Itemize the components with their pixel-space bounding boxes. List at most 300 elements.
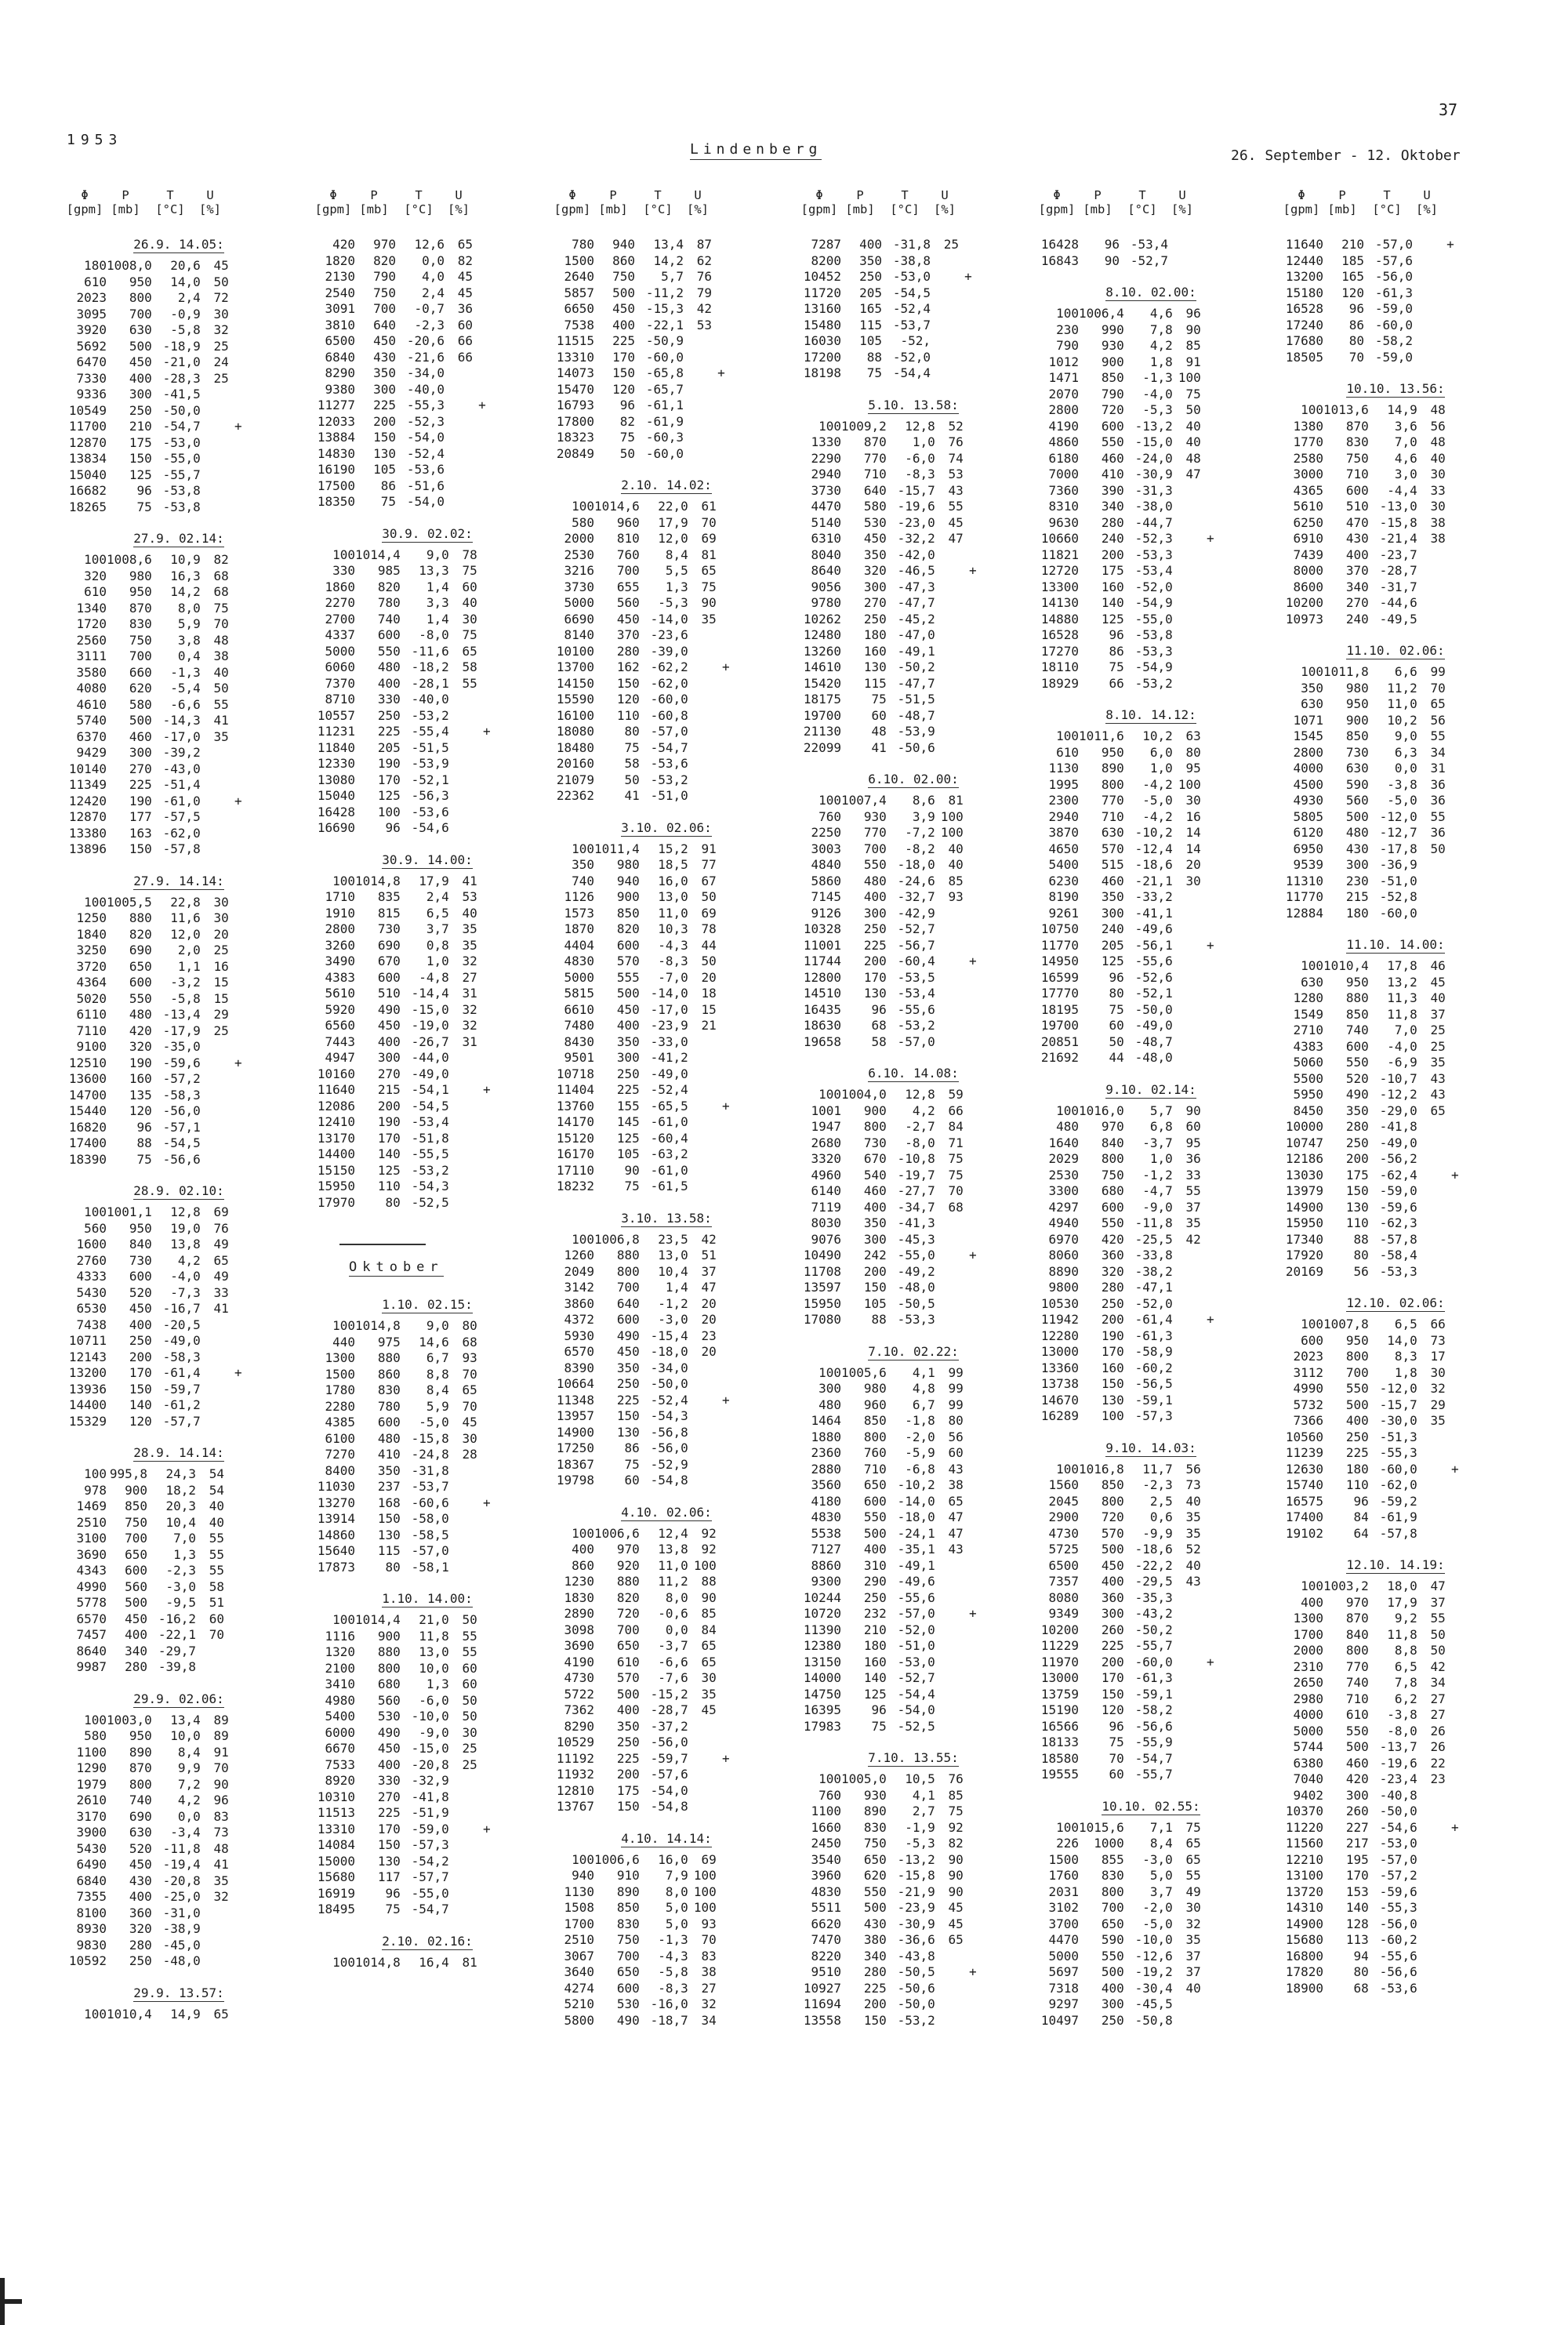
humidity-cell: 68 [213,568,229,583]
height-cell: 100 [332,547,355,562]
pressure-cell: 950 [129,1220,152,1236]
temperature-cell: -56,0 [650,1440,688,1455]
tropopause-mark [717,1328,735,1345]
tropopause-mark [477,563,496,579]
humidity-cell: 55 [948,499,964,514]
pressure-cell: 170 [612,349,635,365]
pressure-cell: 450 [612,301,635,316]
pressure-cell: 850 [1345,1006,1369,1022]
tropopause-mark [964,1445,982,1462]
tropopause-mark [1201,1264,1220,1281]
humidity-cell: 76 [948,434,964,449]
pressure-cell: 985 [377,563,401,578]
pressure-cell: 950 [1345,1332,1369,1348]
pressure-cell: 550 [863,1509,887,1524]
pressure-cell: 700 [616,1280,640,1295]
humidity-cell [688,659,717,676]
tropopause-mark [477,1195,496,1212]
table-row [310,253,492,270]
temperature-cell: -9,0 [1142,1199,1173,1215]
height-cell: 15950 [1285,1215,1323,1230]
pressure-cell: 700 [129,306,152,322]
table-row [1033,970,1220,986]
pressure-cell: 1014,8 [355,873,401,888]
humidity-cell [201,500,229,516]
temperature-cell: -59,1 [1134,1686,1173,1702]
table-row [796,1900,982,1916]
humidity-cell: 30 [1430,467,1446,481]
tropopause-mark [1201,547,1220,564]
table-row [549,1751,735,1767]
tropopause-mark [473,446,492,463]
humidity-cell: 70 [948,1183,964,1198]
table-row [796,1606,982,1622]
humidity-cell [1417,563,1446,579]
sounding-title: 2.10. 14.02: [621,478,712,492]
humidity-cell [1173,1606,1201,1622]
height-cell: 350 [1301,680,1323,696]
humidity-cell [931,365,959,382]
height-cell: 10490 [803,1248,841,1262]
height-cell: 6500 [325,333,355,348]
tropopause-mark [229,1841,248,1858]
temperature-cell: -55,3 [1379,1445,1417,1460]
tropopause-mark [959,318,978,334]
temperature-cell: -65,5 [650,1098,688,1113]
header-pct: U [%] [687,188,709,216]
pressure-cell: 600 [1345,1038,1369,1054]
pressure-cell: 96 [1353,1493,1369,1509]
pressure-cell: 150 [612,365,635,380]
pressure-cell: 500 [616,986,640,1001]
pressure-cell: 153 [1345,1884,1369,1899]
humidity-cell [1173,889,1201,906]
pressure-cell: 550 [1101,1948,1124,1964]
tropopause-mark [964,2013,982,2029]
tropopause-mark [1201,1868,1220,1884]
column-header [1281,188,1513,216]
temperature-cell: 9,2 [1394,1611,1417,1626]
pressure-cell: 500 [863,1900,887,1915]
tropopause-mark [1446,1430,1465,1446]
table-row [796,1638,982,1655]
height-cell: 14510 [803,986,841,1001]
pressure-cell: 800 [129,1776,152,1792]
humidity-cell [449,1789,477,1806]
height-cell: 5610 [325,986,355,1001]
temperature-cell: -4,3 [658,1948,688,1964]
humidity-cell [1173,1751,1201,1767]
temperature-cell: -4,8 [419,969,449,985]
sounding-title: 30.9. 14.00: [382,852,473,867]
humidity-cell: 32 [213,322,229,337]
pressure-cell: 260 [1345,1804,1369,1818]
tropopause-mark [717,1900,735,1916]
height-cell: 21130 [803,724,841,739]
temperature-cell: -15,7 [1379,1397,1417,1412]
height-cell: 16599 [1040,969,1079,985]
temperature-cell: 0,0 [422,252,445,268]
pressure-cell: 225 [616,1082,640,1097]
tropopause-mark [1201,1328,1220,1345]
height-cell: 8000 [1293,563,1323,578]
temperature-cell: -55,3 [406,398,445,412]
table-row [61,1809,248,1825]
table-row [1033,761,1220,777]
height-cell: 2049 [564,1263,594,1279]
height-cell: 5950 [1293,1087,1323,1102]
pressure-cell: 530 [616,1996,640,2011]
pressure-cell: 1007,4 [841,793,887,808]
height-cell: 6120 [1293,825,1323,840]
tropopause-mark [1446,1611,1465,1627]
tropopause-mark [229,1728,248,1745]
pressure-cell: 44 [1109,1050,1124,1065]
height-cell: 15040 [317,788,355,803]
humidity-cell: 100 [693,1884,717,1899]
pressure-cell: 170 [1101,1344,1124,1359]
temperature-cell: -61,4 [1134,1312,1173,1327]
tropopause-mark [229,1221,248,1237]
table-row [1278,1964,1465,1981]
humidity-cell [935,1296,964,1313]
pressure-cell: 130 [863,659,887,674]
humidity-cell: 40 [1185,1980,1201,1996]
height-cell: 3720 [76,958,107,974]
humidity-cell [201,1039,229,1055]
temperature-cell: -53,7 [892,317,931,332]
table-row [549,595,735,612]
table-row [1033,1622,1220,1639]
tropopause-mark [224,1515,243,1531]
temperature-cell: -28,3 [162,370,201,386]
pressure-cell: 840 [1101,1135,1124,1150]
tropopause-mark [229,601,248,617]
tropopause-mark [1201,1477,1220,1494]
temperature-cell: -55,3 [1379,1900,1417,1915]
humidity-cell: 65 [213,2006,229,2022]
humidity-cell [935,740,964,757]
pressure-cell: 710 [863,1461,887,1477]
tropopause-mark [1446,793,1465,809]
temperature-cell: -54,0 [897,1702,935,1717]
table-row [1033,627,1220,644]
table-row [796,237,978,253]
tropopause-mark [477,1644,496,1661]
table-row [796,333,978,350]
table-row [61,1350,248,1366]
pressure-cell: 170 [377,1821,401,1836]
height-cell: 1640 [1048,1135,1079,1150]
humidity-cell: 25 [213,1023,229,1038]
header-gpm: Φ [gpm] [1283,188,1320,216]
tropopause-mark [717,1050,735,1066]
humidity-cell [935,1558,964,1575]
tropopause-mark [477,1661,496,1677]
table-row [549,1248,735,1264]
tropopause-mark [477,1854,496,1870]
humidity-cell: 20 [213,926,229,942]
pressure-cell: 300 [1101,905,1124,921]
table-row [796,1788,982,1804]
tropopause-mark [477,820,496,837]
humidity-cell: 36 [1430,776,1446,792]
table-row [549,531,735,547]
height-cell: 5000 [564,969,594,985]
table-row [61,435,248,452]
humidity-cell [684,446,712,463]
tropopause-mark [224,1563,243,1579]
temperature-cell: -3,0 [165,1578,196,1594]
table-row [796,793,982,809]
tropopause-mark [477,788,496,805]
tropopause-mark [964,1932,982,1949]
pressure-cell: 515 [1101,857,1124,872]
tropopause-mark [1201,1916,1220,1933]
pressure-cell: 750 [1101,1167,1124,1182]
height-cell: 1130 [564,1884,594,1899]
tropopause-mark [964,1804,982,1820]
pressure-cell: 250 [863,921,887,936]
height-cell: 6910 [1293,531,1323,546]
tropopause-mark [1446,1232,1465,1248]
height-cell: 3920 [76,322,107,337]
sounding-block [549,237,784,462]
height-cell: 11192 [556,1750,594,1766]
temperature-cell: 14,9 [170,2006,201,2022]
pressure-cell: 870 [129,600,152,616]
height-cell: 3690 [76,1546,107,1562]
table-row [1278,681,1465,697]
table-row [1033,483,1220,500]
temperature-cell: -52,6 [1134,969,1173,985]
temperature-cell: -53,3 [1134,643,1173,659]
temperature-cell: -44,7 [1134,514,1173,530]
table-row [61,1644,243,1660]
tropopause-mark [1446,1627,1465,1644]
humidity-cell [201,1120,229,1136]
pressure-cell: 410 [377,1447,401,1462]
table-row [61,1873,248,1890]
tropopause-mark [229,1135,248,1152]
height-cell: 5400 [1048,857,1079,872]
tropopause-mark [229,943,248,959]
pressure-cell: 700 [616,1948,640,1964]
table-row [61,943,248,959]
table-row [796,1365,982,1382]
humidity-cell [931,333,959,350]
pressure-cell: 530 [863,514,887,530]
pressure-cell: 650 [125,1546,147,1562]
pressure-cell: 120 [612,381,635,397]
temperature-cell: -52,7 [897,1670,935,1685]
height-cell: 12033 [317,413,355,429]
pressure-cell: 490 [377,1724,401,1740]
tropopause-mark [1201,970,1220,986]
humidity-cell: 35 [462,937,477,953]
pressure-cell: 190 [129,1055,152,1070]
pressure-cell: 720 [1101,402,1124,417]
humidity-cell: 70 [213,1760,229,1775]
table-row [1033,1820,1220,1836]
humidity-cell [196,1644,224,1660]
height-cell: 12510 [68,1055,107,1070]
pressure-cell: 700 [863,841,887,856]
temperature-cell: -20,8 [411,1756,449,1772]
temperature-cell: -29,0 [1379,1103,1417,1118]
height-cell: 13558 [803,2012,841,2028]
table-row [310,1709,496,1725]
height-cell: 15950 [317,1179,355,1193]
pressure-cell: 340 [125,1643,147,1658]
humidity-cell: 35 [701,1686,717,1702]
height-cell: 1600 [76,1237,107,1252]
height-cell: 7538 [564,317,594,332]
tropopause-mark [477,805,496,821]
height-cell: 2360 [811,1445,841,1460]
height-cell: 13030 [1285,1167,1323,1182]
temperature-cell: 4,8 [912,1381,935,1396]
tropopause-mark [229,841,248,858]
height-cell: 5722 [564,1686,594,1702]
header-mb: P [mb] [1083,188,1112,216]
temperature-cell: -54,4 [897,1686,935,1702]
pressure-cell: 270 [377,1066,401,1081]
temperature-cell: -60,3 [645,430,684,445]
pressure-cell: 75 [871,1718,887,1734]
temperature-cell: -50,0 [897,1996,935,2011]
temperature-cell: -59,0 [411,1821,449,1836]
pressure-cell: 850 [616,1900,640,1915]
humidity-cell [688,1393,717,1409]
tropopause-mark [717,1638,735,1655]
pressure-cell: 730 [1345,744,1369,760]
humidity-cell: 30 [213,910,229,925]
tropopause-mark [229,1793,248,1809]
table-row [549,1735,735,1751]
tropopause-mark [717,889,735,906]
humidity-cell [1173,1328,1201,1345]
data-column-2 [310,188,545,1986]
pressure-cell: 710 [1101,808,1124,824]
height-cell: 13300 [1040,579,1079,594]
pressure-cell: 96 [136,483,152,498]
table-row [549,1932,735,1949]
sounding-block [61,1183,296,1430]
temperature-cell: -40,0 [406,381,445,397]
humidity-cell [931,350,959,366]
height-cell: 1508 [564,1900,594,1915]
sounding-table [1278,1317,1465,1542]
table-row [796,1413,982,1430]
humidity-cell [1417,1135,1446,1152]
table-row [61,1745,248,1761]
humidity-cell: 52 [948,418,964,434]
table-row [549,970,735,986]
pressure-cell: 1005,5 [107,894,152,910]
temperature-cell: -60,2 [1134,1360,1173,1375]
table-row [1278,350,1460,366]
height-cell: 8220 [811,1948,841,1964]
height-cell: 100 [1056,1461,1079,1477]
pressure-cell: 450 [616,1001,640,1017]
table-row [796,740,982,757]
height-cell: 3540 [811,1851,841,1867]
height-cell: 5740 [76,713,107,728]
height-cell: 2250 [811,825,841,840]
pressure-cell: 75 [624,1179,640,1193]
pressure-cell: 420 [1101,1231,1124,1247]
table-row [796,889,982,906]
temperature-cell: 3,0 [1394,467,1417,481]
pressure-cell: 48 [871,724,887,739]
pressure-cell: 975 [377,1334,401,1350]
humidity-cell [201,826,229,842]
height-cell: 7287 [811,237,841,252]
humidity-cell [449,1773,477,1789]
table-row [1033,612,1220,628]
pressure-cell: 400 [616,1018,640,1033]
table-row [549,1574,735,1590]
table-row [61,1889,248,1905]
temperature-cell: 3,7 [1149,1884,1173,1899]
tropopause-mark [964,906,982,922]
temperature-cell: -23,9 [650,1018,688,1033]
table-row [61,1237,248,1253]
height-cell: 1001 [811,1103,841,1118]
tropopause-mark [1446,825,1465,841]
humidity-cell: 40 [1185,418,1201,434]
pressure-cell: 970 [1101,1119,1124,1134]
temperature-cell: 6,0 [1149,744,1173,760]
pressure-cell: 680 [377,1677,401,1691]
table-row [310,820,496,837]
tropopause-mark [477,772,496,789]
pressure-cell: 650 [1101,1916,1124,1931]
pressure-cell: 620 [863,1868,887,1883]
temperature-cell: 10,4 [658,1263,688,1279]
temperature-cell: 0,4 [177,648,201,663]
pressure-cell: 780 [377,1398,401,1414]
humidity-cell [1417,1526,1446,1542]
pressure-cell: 550 [1345,1723,1369,1738]
tropopause-mark [477,970,496,986]
pressure-cell: 430 [863,1916,887,1931]
sounding-table [1033,1103,1220,1425]
table-row [61,1793,248,1809]
height-cell: 8310 [1048,499,1079,514]
tropopause-mark [229,1809,248,1825]
temperature-cell: -30,9 [1134,467,1173,481]
height-cell: 6250 [1293,514,1323,530]
table-row [1278,1836,1465,1852]
humidity-cell [1168,237,1196,253]
pressure-cell: 720 [616,1606,640,1621]
temperature-cell: -4,2 [1142,808,1173,824]
height-cell: 1830 [564,1589,594,1605]
tropopause-mark [477,1002,496,1019]
height-cell: 18390 [68,1151,107,1167]
temperature-cell: -54,7 [1134,1750,1173,1766]
temperature-cell: -24,1 [897,1525,935,1541]
humidity-cell: 38 [1430,531,1446,546]
humidity-cell [201,809,229,826]
tropopause-mark [1201,1767,1220,1783]
temperature-cell: -29,7 [158,1643,196,1658]
humidity-cell [1413,333,1441,350]
table-row [61,681,248,697]
humidity-cell [1173,1280,1201,1296]
